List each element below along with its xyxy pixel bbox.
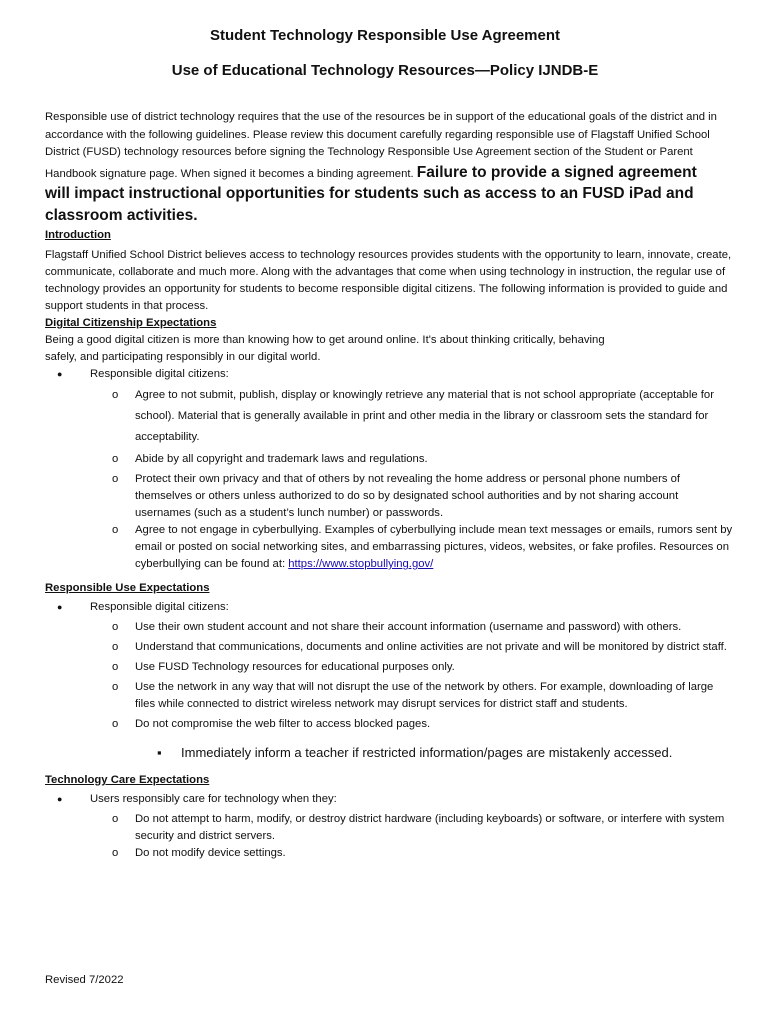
list-item: o Understand that communications, documents and online activities are not private and will be monitored by district staff. [45, 639, 735, 656]
square-item: ▪ Immediately inform a teacher if restricted information/pages are mistakenly accessed. [45, 744, 735, 762]
introduction-section [45, 227, 735, 573]
intro-paragraph [45, 109, 725, 226]
list-item: o Do not compromise the web filter to access blocked pages. [45, 716, 735, 733]
list-item [45, 522, 735, 573]
digital-bullet: ● Responsible digital citizens: [45, 366, 735, 383]
responsible-section [45, 580, 735, 862]
list-item: o Do not modify device settings. [45, 845, 735, 862]
list-item: o Abide by all copyright and trademark laws and regulations. [45, 451, 735, 468]
digital-text: Being a good digital citizen is more than knowing how to get around online. It's about thinking critically, behaving safely, and participating responsibly in our digital world. [45, 334, 605, 363]
document-subtitle: Use of Educational Technology Resources—Policy IJNDB-E [171, 62, 599, 79]
intro-text: Responsible use of district technology requires that the use of the resources be in support of the educational goals of the district and in accordance with the following guidelines. Please review this document carefully regarding responsible use of Flagstaff Unified School District (FUSD) technology resources before signing the Technology Responsible Use Agreement section of the Student or Parent Handbook signature page. When signed it becomes a binding agreement. [45, 111, 717, 180]
list-item: o Agree to not submit, publish, display or knowingly retrieve any material that is not school appropriate (acceptable for school). Material that is generally available in print and other media in the library or classroom sets the standard for acceptability. [45, 385, 735, 448]
stopbullying-link[interactable]: https://www.stopbullying.gov/ [288, 558, 434, 570]
cyberbullying-text: Agree to not engage in cyberbullying. Examples of cyberbullying include mean text messages or emails, rumors sent by email or posted on social networking sites, and embarrassing pictures, videos, websites, or fake profiles. Resources on cyberbullying can be found at: [135, 524, 733, 570]
introduction-heading: Introduction [45, 229, 111, 241]
list-item: o Protect their own privacy and that of others by not revealing the home address or personal phone numbers of themselves or others unless authorized to do so by designated school authorities and by not sharing account usernames (such as a student’s lunch number) or passwords. [45, 471, 735, 522]
responsible-bullet: ● Responsible digital citizens: [45, 599, 735, 616]
care-bullet: ● Users responsibly care for technology when they: [45, 791, 735, 808]
care-heading: Technology Care Expectations [45, 774, 210, 786]
list-item: o Do not attempt to harm, modify, or destroy district hardware (including keyboards) or software, or interfere with system security and district servers. [45, 811, 735, 845]
responsible-heading: Responsible Use Expectations [45, 582, 210, 594]
intro-emphasis: Failure to provide a signed agreement will impact instructional opportunities for students such as access to an FUSD iPad and classroom activities. [45, 163, 697, 224]
list-item: o Use FUSD Technology resources for educational purposes only. [45, 659, 735, 676]
introduction-text: Flagstaff Unified School District believes access to technology resources provides students with the opportunity to learn, innovate, create, communicate, collaborate and much more. Along with the advantages that come when using technology in instruction, the regular use of technology provides an opportunity for students to become responsible digital citizens. The following information is provided to guide and support students in that process. [45, 249, 732, 312]
list-item: o Use their own student account and not share their account information (username and password) with others. [45, 619, 735, 636]
document-title: Student Technology Responsible Use Agreement [209, 27, 561, 44]
footer-revised: Revised 7/2022 [45, 974, 124, 986]
digital-heading: Digital Citizenship Expectations [45, 317, 217, 329]
list-item: o Use the network in any way that will not disrupt the use of the network by others. For example, downloading of large files while connected to district wireless network may disrupt services for district staff and students. [45, 679, 735, 713]
